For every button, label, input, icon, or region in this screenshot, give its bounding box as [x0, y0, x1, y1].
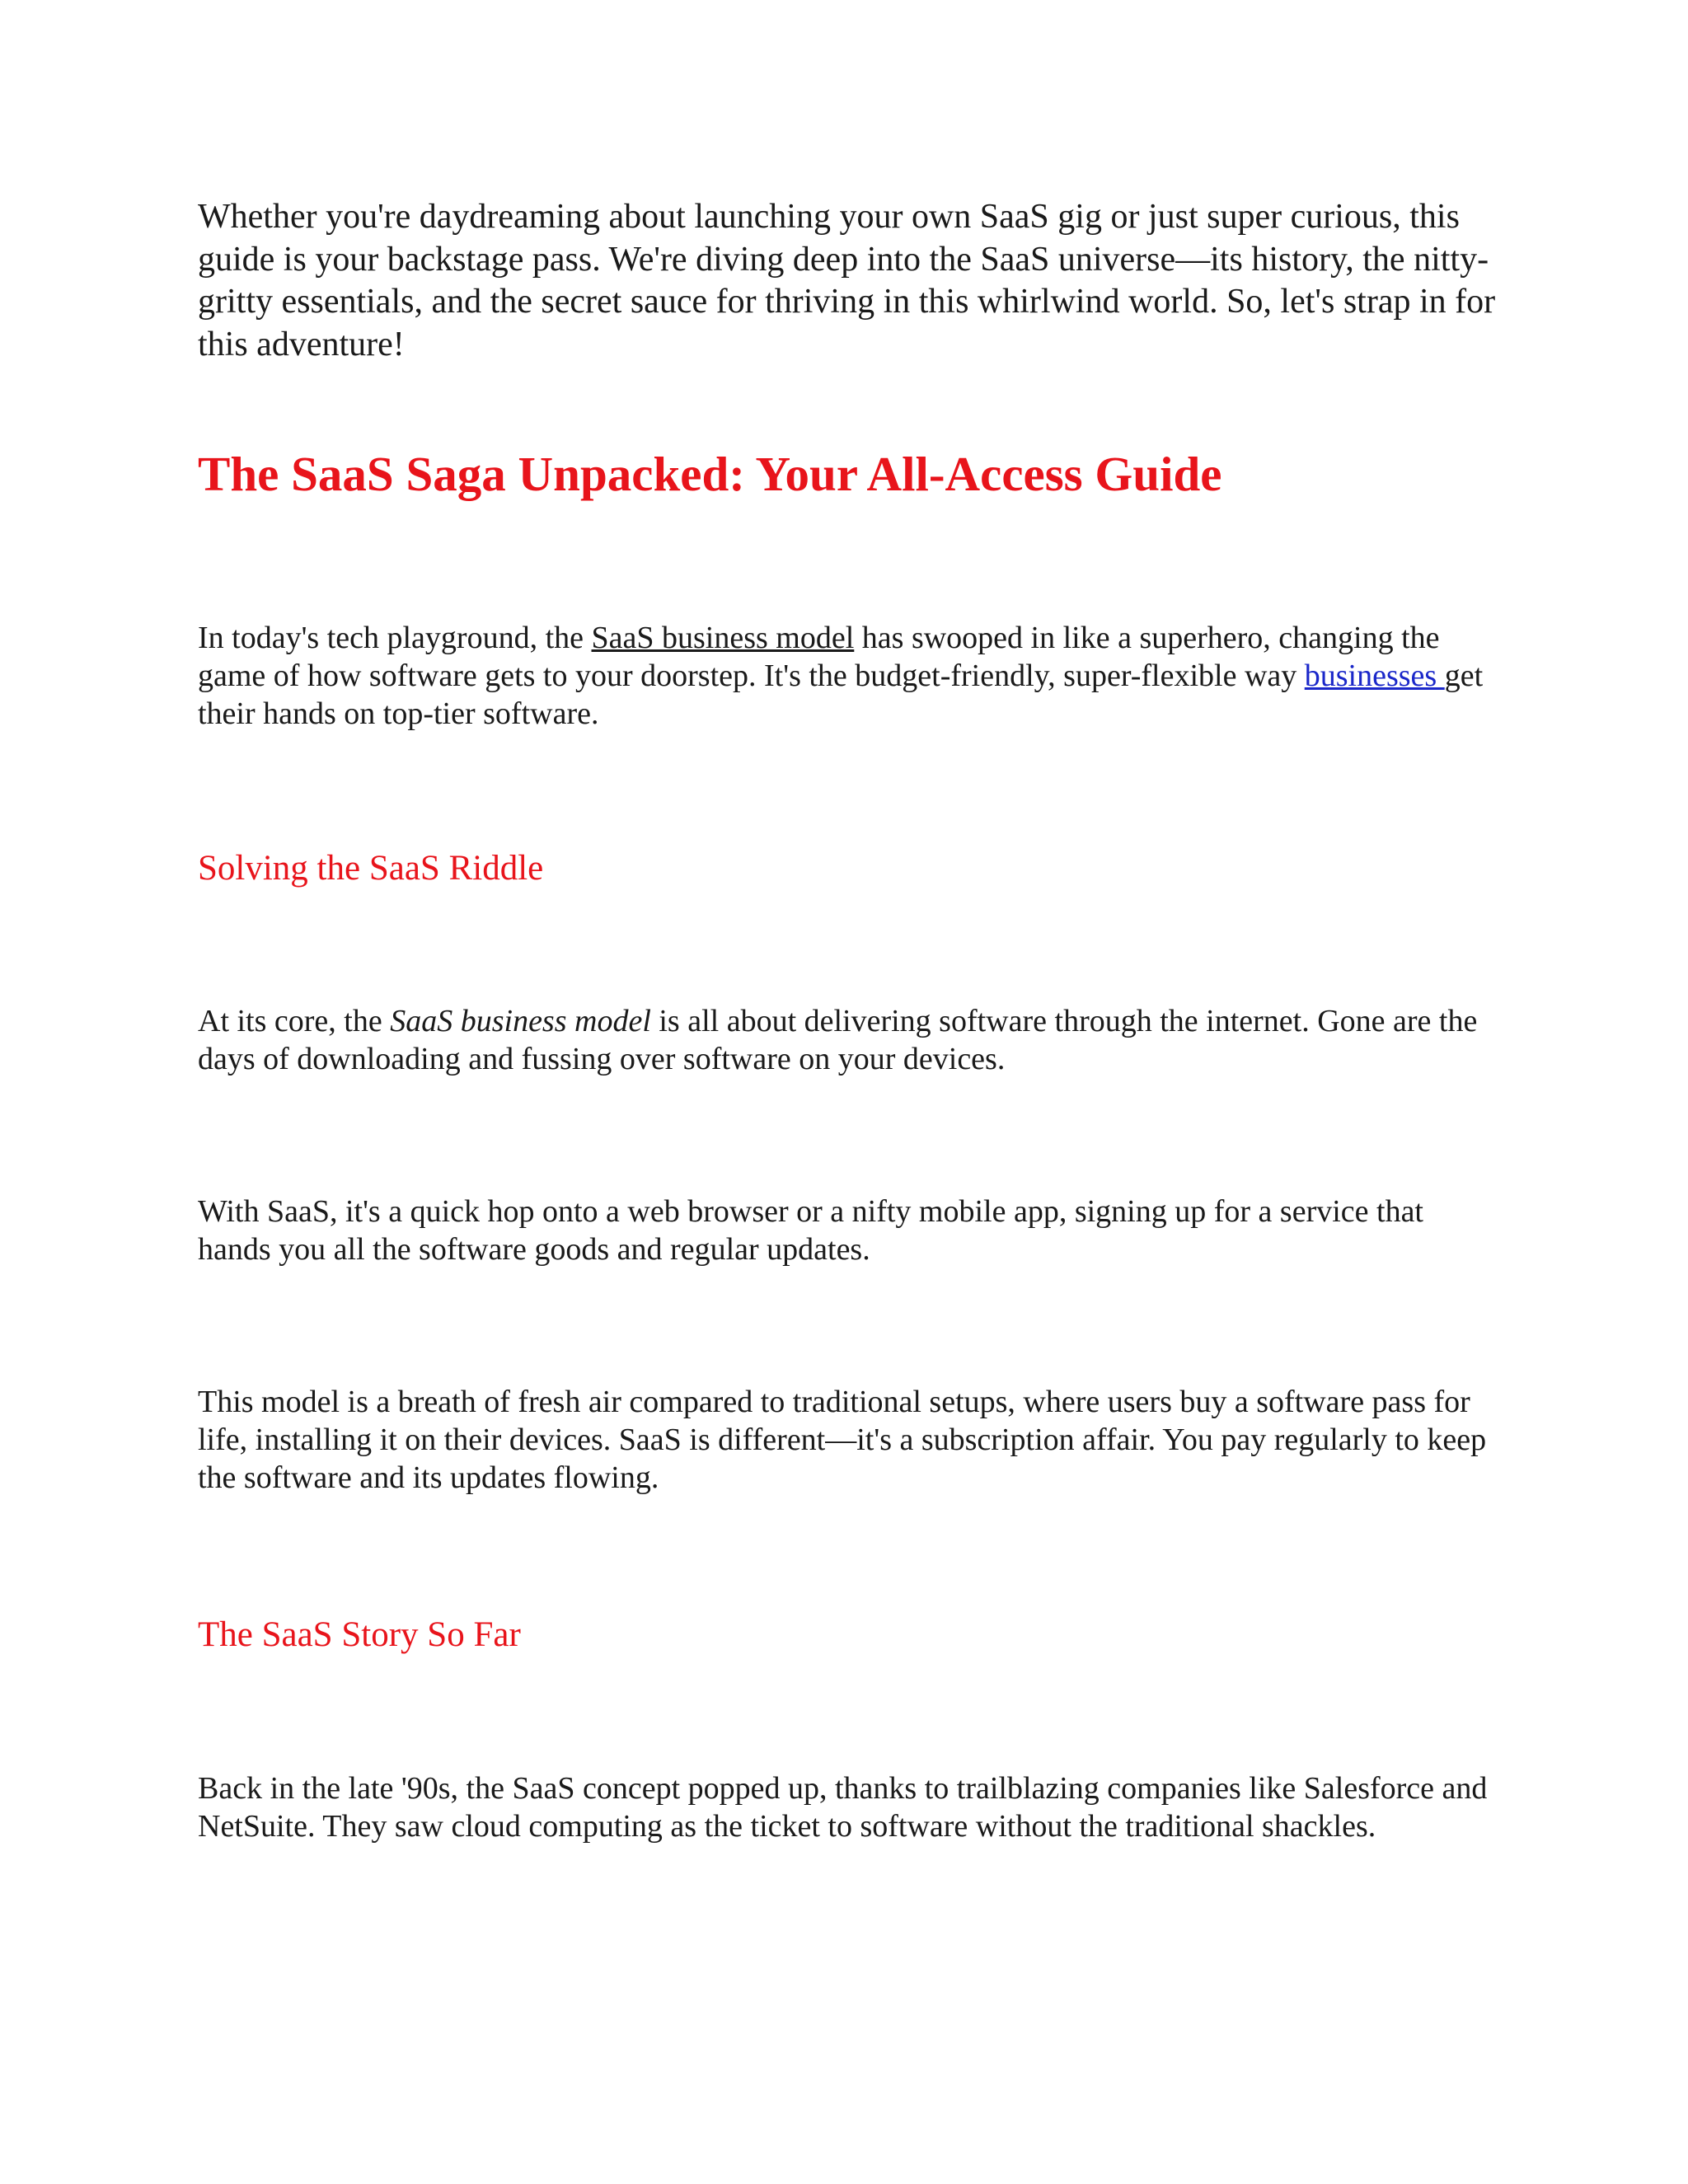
intro-paragraph: Whether you're daydreaming about launching your own SaaS gig or just super curious, this guide is your backstage pass. We're diving deep into the SaaS universe—its history, the nitty-gritty essentials, and the secret sauce for thriving in this whirlwind world. So, let's strap in for this adventure! — [198, 198, 1496, 363]
paragraph-text: In today's tech playground, the — [198, 621, 592, 655]
section-1-paragraph-3: This model is a breath of fresh air compared to traditional setups, where users buy a software pass for life, installing it on their devices. SaaS is different—it's a subscription affair. You pay regularly to keep the software and its updates flowing. — [198, 1385, 1487, 1495]
section-1-paragraph-1 — [198, 1002, 1500, 1078]
intro-body-paragraph — [198, 619, 1500, 733]
page-title: The SaaS Saga Unpacked: Your All-Access Guide — [198, 447, 1222, 501]
section-heading-saas-riddle: Solving the SaaS Riddle — [198, 849, 544, 888]
saas-business-model-link[interactable]: SaaS business model — [591, 621, 855, 655]
paragraph-text: get their hands on top-tier software. — [198, 658, 1484, 731]
section-1-paragraph-2: With SaaS, it's a quick hop onto a web browser or a nifty mobile app, signing up for a service that hands you all the software goods and regular updates. — [198, 1194, 1423, 1267]
paragraph-text: has swooped in like a superhero, changing the game of how software gets to your doorstep. It's the budget-friendly, super-flexible way — [198, 621, 1440, 693]
businesses-link[interactable]: businesses — [1304, 658, 1445, 693]
section-2-paragraph-1: Back in the late '90s, the SaaS concept popped up, thanks to trailblazing companies like Salesforce and NetSuite. They saw cloud computing as the ticket to software without the traditional shackles. — [198, 1771, 1488, 1844]
emphasis-text: SaaS business model — [390, 1004, 651, 1038]
paragraph-text: is all about delivering software through the internet. Gone are the days of downloading and fussing over software on your devices. — [198, 1004, 1478, 1076]
paragraph-text: At its core, the — [198, 1004, 391, 1038]
section-heading-saas-story: The SaaS Story So Far — [198, 1615, 521, 1654]
